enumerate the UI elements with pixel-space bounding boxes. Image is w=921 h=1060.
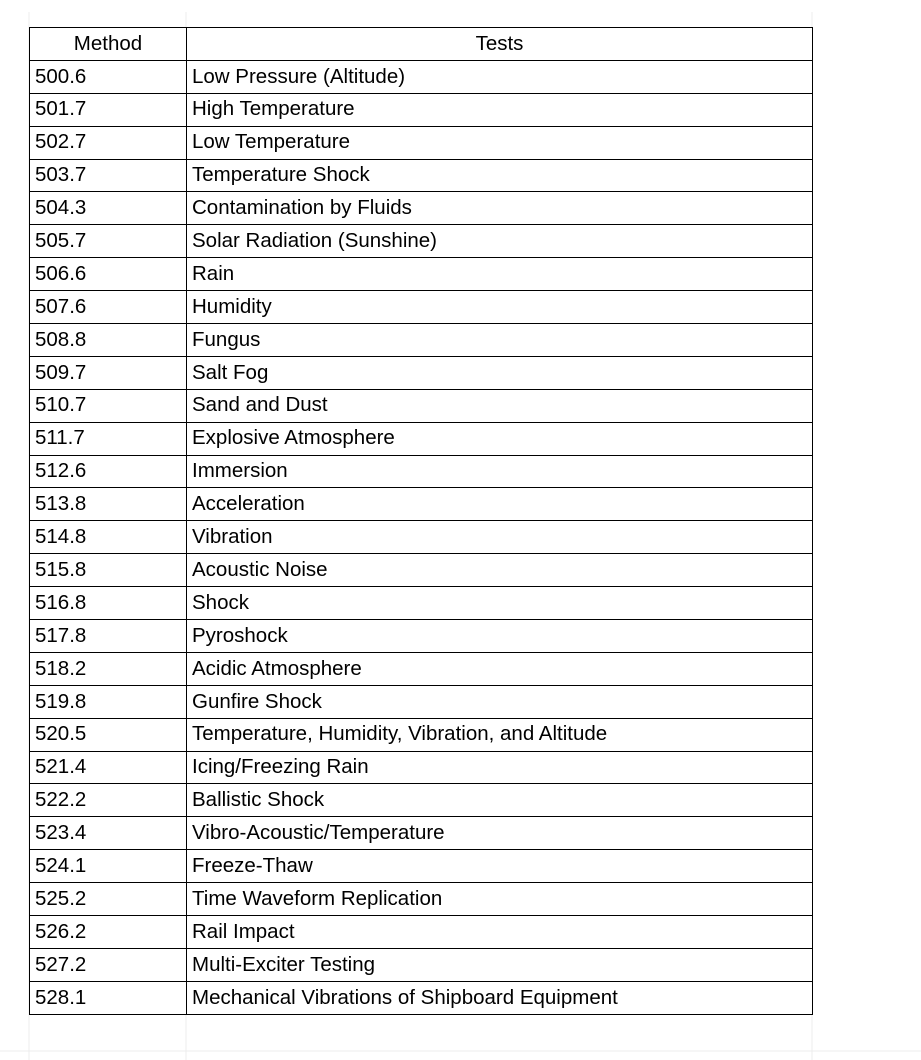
table-row (30, 291, 813, 324)
table-row (30, 620, 813, 653)
method-cell[interactable]: 504.3 (30, 192, 187, 225)
test-cell[interactable]: Multi-Exciter Testing (187, 948, 813, 981)
method-cell[interactable]: 505.7 (30, 225, 187, 258)
methods-table (29, 27, 813, 1015)
table-row (30, 60, 813, 93)
table-row (30, 455, 813, 488)
header-row (30, 28, 813, 61)
method-cell[interactable]: 519.8 (30, 685, 187, 718)
test-cell[interactable]: Humidity (187, 291, 813, 324)
method-cell[interactable]: 500.6 (30, 60, 187, 93)
test-cell[interactable]: Pyroshock (187, 620, 813, 653)
method-cell[interactable]: 516.8 (30, 587, 187, 620)
test-cell[interactable]: Explosive Atmosphere (187, 422, 813, 455)
test-cell[interactable]: Immersion (187, 455, 813, 488)
method-cell[interactable]: 515.8 (30, 554, 187, 587)
method-column-header[interactable]: Method (30, 28, 187, 61)
table-row (30, 324, 813, 357)
method-cell[interactable]: 509.7 (30, 356, 187, 389)
test-cell[interactable]: Fungus (187, 324, 813, 357)
test-cell[interactable]: Sand and Dust (187, 389, 813, 422)
method-cell[interactable]: 508.8 (30, 324, 187, 357)
test-cell[interactable]: Low Pressure (Altitude) (187, 60, 813, 93)
test-cell[interactable]: Gunfire Shock (187, 685, 813, 718)
test-cell[interactable]: Temperature Shock (187, 159, 813, 192)
tests-column-header[interactable]: Tests (187, 28, 813, 61)
test-cell[interactable]: Mechanical Vibrations of Shipboard Equipment (187, 981, 813, 1014)
table-row (30, 784, 813, 817)
table-row (30, 389, 813, 422)
test-cell[interactable]: Icing/Freezing Rain (187, 751, 813, 784)
method-cell[interactable]: 524.1 (30, 850, 187, 883)
method-cell[interactable]: 517.8 (30, 620, 187, 653)
table-row (30, 948, 813, 981)
test-cell[interactable]: Freeze-Thaw (187, 850, 813, 883)
table-row (30, 587, 813, 620)
method-cell[interactable]: 502.7 (30, 126, 187, 159)
method-cell[interactable]: 526.2 (30, 916, 187, 949)
table-row (30, 554, 813, 587)
table-row (30, 356, 813, 389)
table-row (30, 850, 813, 883)
method-cell[interactable]: 528.1 (30, 981, 187, 1014)
test-cell[interactable]: Vibro-Acoustic/Temperature (187, 817, 813, 850)
table-row (30, 652, 813, 685)
table-row (30, 93, 813, 126)
method-cell[interactable]: 527.2 (30, 948, 187, 981)
table-row (30, 126, 813, 159)
test-cell[interactable]: Time Waveform Replication (187, 883, 813, 916)
test-cell[interactable]: Low Temperature (187, 126, 813, 159)
method-cell[interactable]: 523.4 (30, 817, 187, 850)
method-cell[interactable]: 511.7 (30, 422, 187, 455)
method-cell[interactable]: 501.7 (30, 93, 187, 126)
table-row (30, 225, 813, 258)
table-row (30, 817, 813, 850)
method-cell[interactable]: 507.6 (30, 291, 187, 324)
table-row (30, 916, 813, 949)
table-row (30, 159, 813, 192)
test-cell[interactable]: Solar Radiation (Sunshine) (187, 225, 813, 258)
table-row (30, 422, 813, 455)
table-row (30, 192, 813, 225)
test-cell[interactable]: Temperature, Humidity, Vibration, and Altitude (187, 718, 813, 751)
method-cell[interactable]: 503.7 (30, 159, 187, 192)
method-cell[interactable]: 512.6 (30, 455, 187, 488)
method-cell[interactable]: 525.2 (30, 883, 187, 916)
method-cell[interactable]: 506.6 (30, 258, 187, 291)
test-cell[interactable]: Acidic Atmosphere (187, 652, 813, 685)
method-cell[interactable]: 520.5 (30, 718, 187, 751)
table-row (30, 488, 813, 521)
method-cell[interactable]: 521.4 (30, 751, 187, 784)
method-cell[interactable]: 518.2 (30, 652, 187, 685)
test-cell[interactable]: Acceleration (187, 488, 813, 521)
test-cell[interactable]: Contamination by Fluids (187, 192, 813, 225)
method-cell[interactable]: 510.7 (30, 389, 187, 422)
test-cell[interactable]: Salt Fog (187, 356, 813, 389)
method-cell[interactable]: 513.8 (30, 488, 187, 521)
test-cell[interactable]: High Temperature (187, 93, 813, 126)
table-row (30, 258, 813, 291)
test-cell[interactable]: Acoustic Noise (187, 554, 813, 587)
table-row (30, 751, 813, 784)
test-cell[interactable]: Vibration (187, 521, 813, 554)
method-cell[interactable]: 522.2 (30, 784, 187, 817)
test-cell[interactable]: Shock (187, 587, 813, 620)
table-row (30, 718, 813, 751)
test-cell[interactable]: Rail Impact (187, 916, 813, 949)
method-cell[interactable]: 514.8 (30, 521, 187, 554)
table-row (30, 883, 813, 916)
table-row (30, 981, 813, 1014)
table-row (30, 521, 813, 554)
test-cell[interactable]: Ballistic Shock (187, 784, 813, 817)
table-row (30, 685, 813, 718)
test-cell[interactable]: Rain (187, 258, 813, 291)
